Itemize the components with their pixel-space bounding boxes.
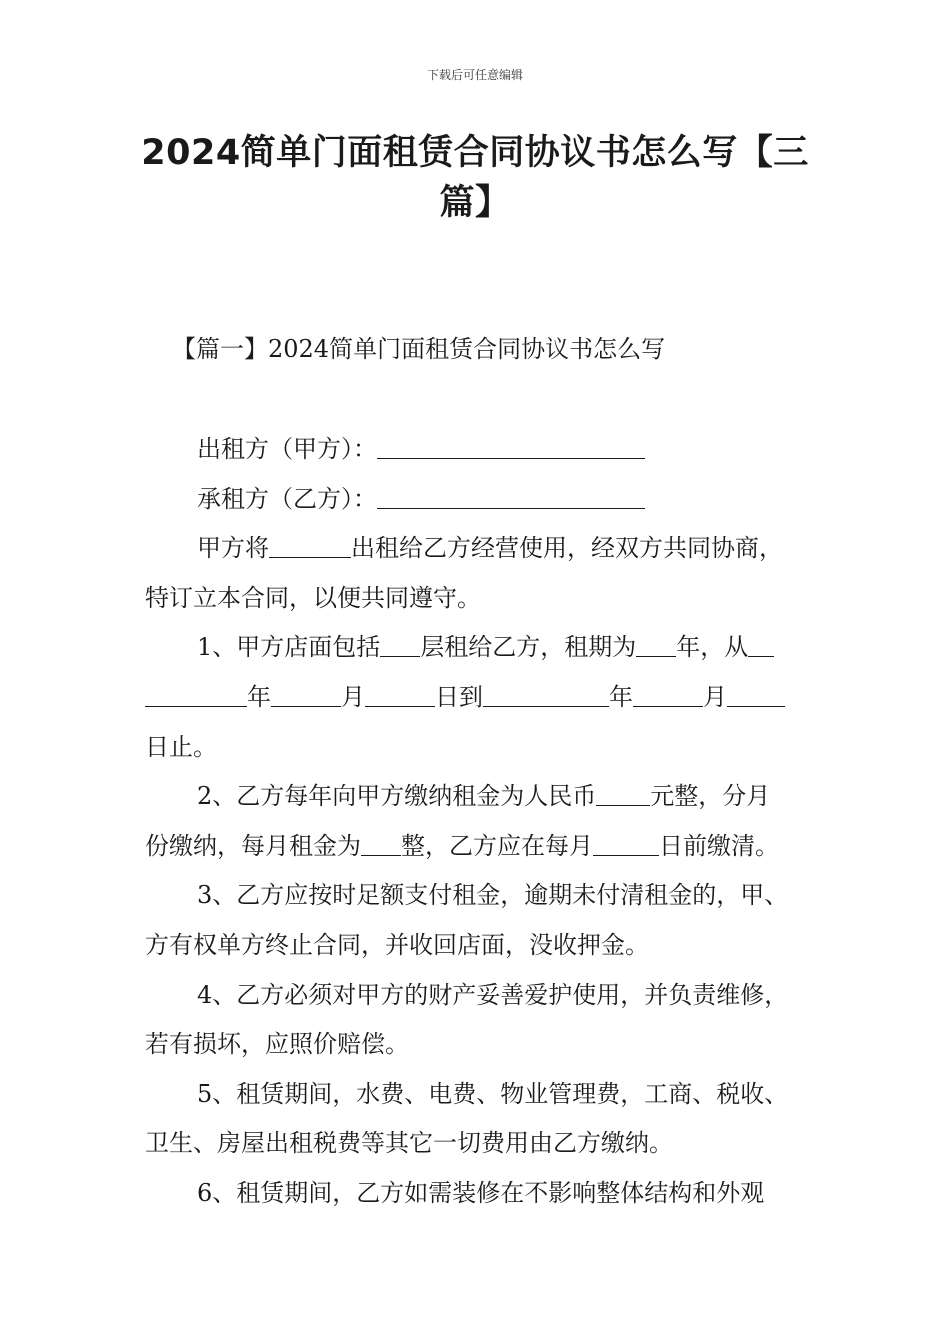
clause-text: 4、乙方必须对甲方的财产妥善爱护使用，并负责维修， [197, 980, 789, 1009]
clause-text: 2、乙方每年向甲方缴纳租金为人民币 [197, 782, 597, 811]
clause-5-line-2 [145, 1119, 815, 1169]
clause-text: 整，乙方应在每月 [401, 831, 593, 860]
lessor-line [145, 425, 815, 475]
lessee-label: 承租方（乙方）： [197, 484, 377, 513]
clause-text: 方有权单方终止合同，并收回店面，没收押金。 [145, 930, 649, 959]
clause-2-line-1 [145, 772, 815, 822]
premises-blank [269, 531, 351, 558]
lessor-label: 出租方（甲方）： [197, 435, 377, 463]
intro-line-1 [145, 524, 815, 574]
section-heading: 【篇一】2024简单门面租赁合同协议书怎么写 [172, 335, 666, 363]
clause-text: 年 [247, 682, 271, 711]
clause-4-line-2 [145, 1020, 815, 1070]
clause-text: 5、租赁期间，水费、电费、物业管理费，工商、税收、 [197, 1079, 789, 1108]
document-title: 2024简单门面租赁合同协议书怎么写【三篇】 [141, 133, 809, 223]
end-month-blank [633, 680, 703, 707]
clause-text: 日止。 [145, 732, 217, 761]
monthly-rent-blank [361, 829, 401, 856]
payment-day-blank [593, 829, 659, 856]
intro-line-2 [145, 574, 815, 624]
end-day-blank [727, 680, 785, 707]
clause-3-line-1 [145, 871, 815, 921]
start-year-blank-b [145, 680, 247, 707]
clause-text: 日到 [435, 682, 483, 711]
clause-1-line-3 [145, 723, 815, 773]
clause-3-line-2 [145, 921, 815, 971]
clause-text: 月 [341, 682, 365, 711]
intro-text: 甲方将 [197, 534, 269, 563]
intro-text: 出租给乙方经营使用，经双方共同协商， [351, 534, 783, 563]
start-month-blank [271, 680, 341, 707]
clause-5-line-1 [145, 1070, 815, 1120]
clause-4-line-1 [145, 971, 815, 1021]
lessor-blank [377, 432, 645, 459]
start-year-blank-a [748, 630, 774, 657]
clause-text: 年，从 [676, 633, 749, 662]
clause-2-line-2 [145, 822, 815, 872]
clause-text: 卫生、房屋出租税费等其它一切费用由乙方缴纳。 [145, 1129, 673, 1158]
clause-1-line-2 [145, 673, 815, 723]
clause-1-line-1 [145, 623, 815, 673]
lessee-line [145, 475, 815, 525]
start-day-blank [365, 680, 435, 707]
clause-text: 月 [703, 682, 727, 711]
lessee-blank [377, 482, 645, 509]
end-year-blank [483, 680, 609, 707]
annual-rent-blank [596, 779, 650, 806]
header-note: 下载后可任意编辑 [426, 68, 523, 82]
clause-text: 年 [609, 682, 633, 711]
term-years-blank [636, 630, 676, 657]
clause-text: 3、乙方应按时足额支付租金，逾期未付清租金的，甲、 [197, 881, 789, 910]
clause-text: 6、租赁期间，乙方如需装修在不影响整体结构和外观 [197, 1178, 765, 1207]
clause-text: 1、甲方店面包括 [197, 633, 381, 662]
clause-text: 日前缴清。 [659, 831, 779, 860]
clause-6-line-1 [145, 1169, 815, 1219]
clause-text: 元整，分月 [650, 782, 771, 811]
clause-text: 若有损坏，应照价赔偿。 [145, 1030, 409, 1059]
clause-text: 层租给乙方，租期为 [420, 633, 637, 662]
intro-text: 特订立本合同，以便共同遵守。 [145, 583, 481, 612]
contract-body [145, 425, 815, 1219]
clause-text: 份缴纳，每月租金为 [145, 831, 361, 860]
floor-blank [380, 630, 420, 657]
